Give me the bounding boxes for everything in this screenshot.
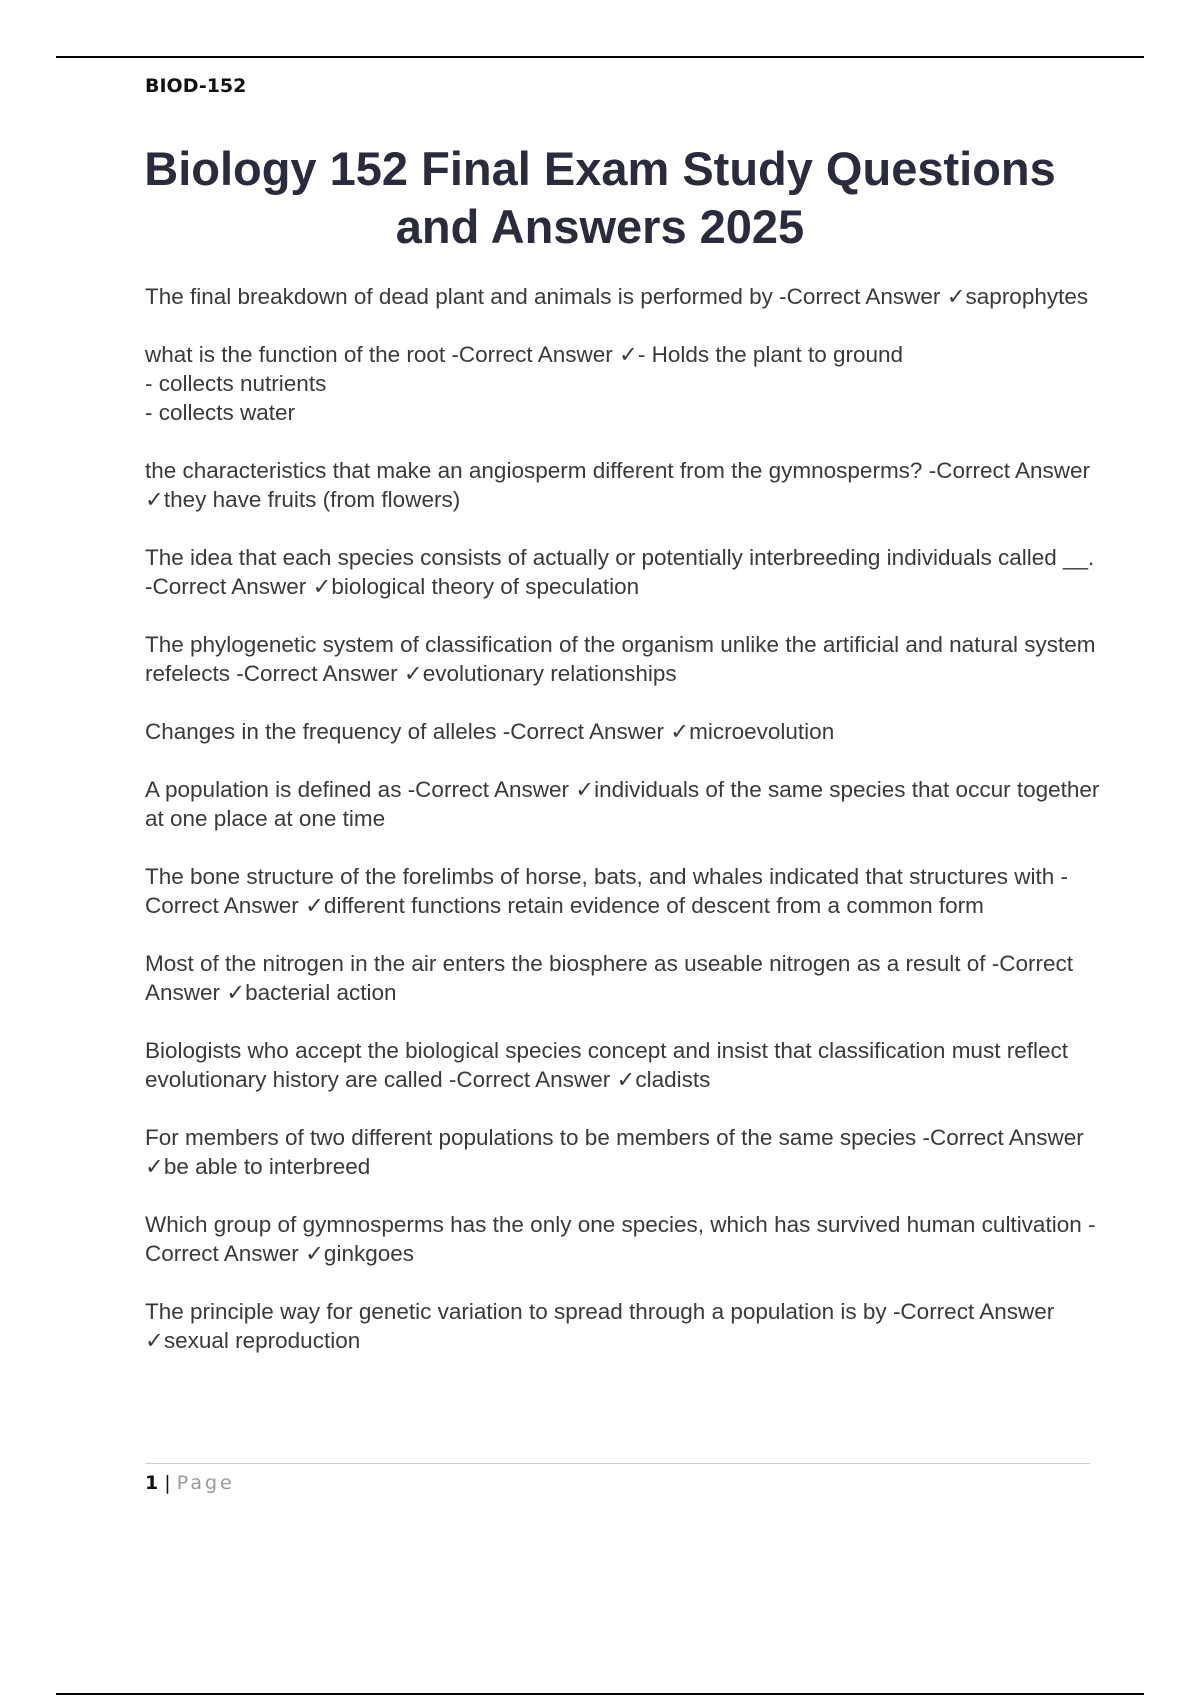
answer-text: ✓be able to interbreed (145, 1154, 371, 1179)
qa-item (145, 717, 1100, 746)
page-separator: | (158, 1472, 177, 1494)
question-text: The bone structure of the forelimbs of horse, bats, and whales indicated that structures with -Correct Answer (145, 864, 1068, 918)
answer-text: ✓different functions retain evidence of descent from a common form (305, 893, 984, 918)
answer-text: ✓evolutionary relationships (403, 661, 677, 686)
document-title: Biology 152 Final Exam Study Questions and Answers 2025 (144, 142, 1056, 253)
answer-text: ✓saprophytes (946, 284, 1089, 309)
qa-item (145, 1036, 1100, 1094)
qa-item (145, 340, 1100, 427)
question-text: what is the function of the root -Correct Answer (145, 342, 613, 367)
question-text: A population is defined as -Correct Answer (145, 777, 569, 802)
page-label: Page (176, 1472, 235, 1494)
question-text: The final breakdown of dead plant and animals is performed by -Correct Answer (145, 284, 941, 309)
qa-item (145, 282, 1100, 311)
question-text: For members of two different populations to be members of the same species -Correct Answer (145, 1125, 1084, 1150)
answer-text: ✓individuals of the same species that occur together at one place at one time (145, 777, 1100, 831)
course-code: BIOD-152 (145, 75, 247, 97)
qa-item (145, 543, 1100, 601)
answer-text: ✓microevolution (670, 719, 835, 744)
answer-text: ✓bacterial action (226, 980, 397, 1005)
qa-item (145, 949, 1100, 1007)
question-text: The principle way for genetic variation to spread through a population is by -Correct Answer (145, 1299, 1055, 1324)
question-text: Most of the nitrogen in the air enters the biosphere as useable nitrogen as a result of -Correct Answer (145, 951, 1074, 1005)
question-text: The phylogenetic system of classification of the organism unlike the artificial and natural system refelects -Correct Answer (145, 632, 1096, 686)
question-text: The idea that each species consists of actually or potentially interbreeding individuals called __. -Correct Answer (145, 545, 1095, 599)
footer-rule (145, 1463, 1090, 1464)
qa-item (145, 775, 1100, 833)
page-footer (145, 1472, 235, 1494)
qa-item (145, 862, 1100, 920)
qa-list (145, 282, 1100, 1384)
answer-text: ✓biological theory of speculation (312, 574, 640, 599)
question-text: Biologists who accept the biological species concept and insist that classification must reflect evolutionary history are called -Correct Answer (145, 1038, 1068, 1092)
answer-text: ✓sexual reproduction (145, 1328, 361, 1353)
qa-item (145, 1123, 1100, 1181)
answer-text: ✓cladists (616, 1067, 711, 1092)
question-text: Which group of gymnosperms has the only one species, which has survived human cultivation -Correct Answer (145, 1212, 1096, 1266)
question-text: the characteristics that make an angiosperm different from the gymnosperms? -Correct Answer (145, 458, 1090, 483)
footer-page-edge-rule (56, 1693, 1144, 1695)
header-rule (56, 56, 1144, 58)
answer-text: ✓they have fruits (from flowers) (145, 487, 461, 512)
qa-item (145, 456, 1100, 514)
answer-text: ✓- Holds the plant to ground - collects nutrients - collects water (145, 342, 904, 425)
qa-item (145, 1297, 1100, 1355)
question-text: Changes in the frequency of alleles -Correct Answer (145, 719, 665, 744)
qa-item (145, 630, 1100, 688)
qa-item (145, 1210, 1100, 1268)
answer-text: ✓ginkgoes (305, 1241, 414, 1266)
page-number: 1 (145, 1472, 159, 1494)
